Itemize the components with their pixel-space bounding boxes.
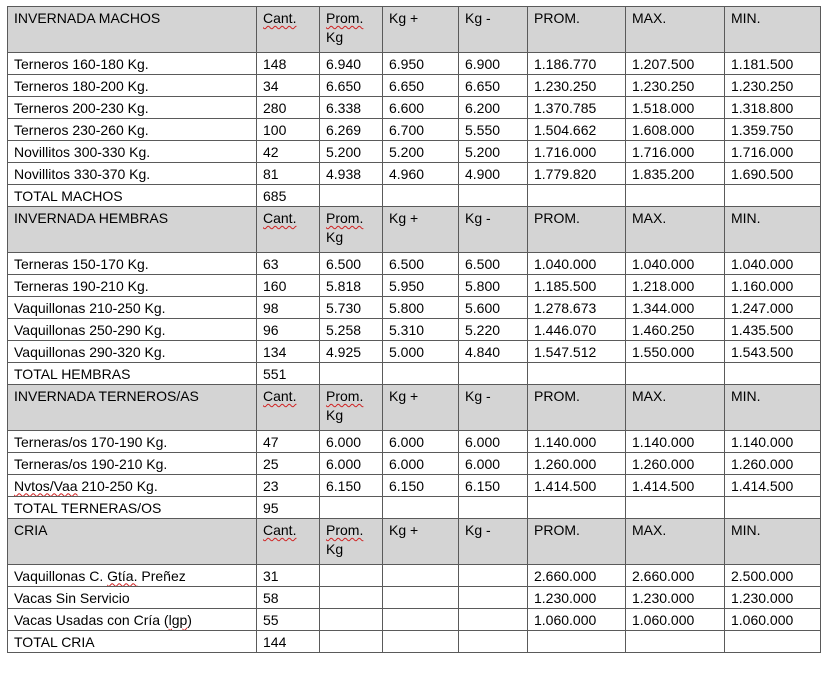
value-cell: 6.000 bbox=[459, 431, 528, 453]
value-cell bbox=[383, 587, 459, 609]
empty-cell bbox=[320, 631, 383, 653]
value-cell: 1.218.000 bbox=[626, 275, 725, 297]
value-cell: 6.650 bbox=[320, 75, 383, 97]
total-label: TOTAL CRIA bbox=[8, 631, 257, 653]
value-cell: 1.230.000 bbox=[528, 587, 626, 609]
total-value: 95 bbox=[257, 497, 320, 519]
empty-cell bbox=[383, 363, 459, 385]
value-cell: 6.950 bbox=[383, 53, 459, 75]
empty-cell bbox=[626, 363, 725, 385]
category-cell: Vaquillonas 290-320 Kg. bbox=[8, 341, 257, 363]
value-cell bbox=[383, 609, 459, 631]
value-cell: 1.504.662 bbox=[528, 119, 626, 141]
column-header-prom-kg: Prom. Kg bbox=[320, 385, 383, 431]
table-row bbox=[8, 75, 821, 97]
value-cell: 1.185.500 bbox=[528, 275, 626, 297]
column-header-max: MAX. bbox=[626, 7, 725, 53]
value-cell: 6.000 bbox=[320, 453, 383, 475]
value-cell: 1.181.500 bbox=[725, 53, 821, 75]
table-row bbox=[8, 163, 821, 185]
table-row bbox=[8, 297, 821, 319]
value-cell: 100 bbox=[257, 119, 320, 141]
column-header-prom: PROM. bbox=[528, 207, 626, 253]
value-cell: 2.660.000 bbox=[528, 565, 626, 587]
empty-cell bbox=[725, 497, 821, 519]
value-cell: 1.835.200 bbox=[626, 163, 725, 185]
value-cell: 55 bbox=[257, 609, 320, 631]
value-cell: 5.200 bbox=[383, 141, 459, 163]
table-row bbox=[8, 53, 821, 75]
column-header-prom-kg: Prom. Kg bbox=[320, 7, 383, 53]
column-header-max: MAX. bbox=[626, 519, 725, 565]
table-row bbox=[8, 565, 821, 587]
empty-cell bbox=[383, 631, 459, 653]
column-header-max: MAX. bbox=[626, 207, 725, 253]
value-cell: 1.207.500 bbox=[626, 53, 725, 75]
value-cell bbox=[459, 587, 528, 609]
value-cell: 1.040.000 bbox=[626, 253, 725, 275]
column-header-kg: Kg - bbox=[459, 385, 528, 431]
table-row bbox=[8, 609, 821, 631]
value-cell bbox=[459, 609, 528, 631]
value-cell: 1.543.500 bbox=[725, 341, 821, 363]
column-header-cant bbox=[257, 519, 320, 565]
value-cell: 1.278.673 bbox=[528, 297, 626, 319]
value-cell: 5.950 bbox=[383, 275, 459, 297]
value-cell: 31 bbox=[257, 565, 320, 587]
value-cell: 5.200 bbox=[459, 141, 528, 163]
column-header-min: MIN. bbox=[725, 7, 821, 53]
empty-cell bbox=[626, 185, 725, 207]
total-label: TOTAL MACHOS bbox=[8, 185, 257, 207]
spellcheck-underline: Cant. bbox=[263, 388, 297, 404]
value-cell: 6.650 bbox=[459, 75, 528, 97]
value-cell: 1.040.000 bbox=[528, 253, 626, 275]
spellcheck-underline: Cant. bbox=[263, 210, 297, 226]
value-cell: 160 bbox=[257, 275, 320, 297]
empty-cell bbox=[383, 497, 459, 519]
value-cell: 1.518.000 bbox=[626, 97, 725, 119]
value-cell: 6.940 bbox=[320, 53, 383, 75]
value-cell: 4.960 bbox=[383, 163, 459, 185]
empty-cell bbox=[459, 631, 528, 653]
value-cell: 1.435.500 bbox=[725, 319, 821, 341]
category-cell: Novillitos 300-330 Kg. bbox=[8, 141, 257, 163]
category-cell: Vaquillonas C. Gtía. Preñez bbox=[8, 565, 257, 587]
value-cell bbox=[383, 565, 459, 587]
value-cell: 1.716.000 bbox=[528, 141, 626, 163]
value-cell bbox=[320, 565, 383, 587]
column-header-kg: Kg + bbox=[383, 7, 459, 53]
empty-cell bbox=[626, 631, 725, 653]
value-cell: 6.700 bbox=[383, 119, 459, 141]
value-cell: 1.608.000 bbox=[626, 119, 725, 141]
value-cell: 1.260.000 bbox=[626, 453, 725, 475]
value-cell: 6.000 bbox=[383, 453, 459, 475]
spellcheck-underline: Prom. bbox=[326, 388, 364, 404]
value-cell: 1.460.250 bbox=[626, 319, 725, 341]
value-cell: 4.840 bbox=[459, 341, 528, 363]
value-cell: 5.730 bbox=[320, 297, 383, 319]
category-cell: Terneras 150-170 Kg. bbox=[8, 253, 257, 275]
total-row bbox=[8, 363, 821, 385]
value-cell: 2.660.000 bbox=[626, 565, 725, 587]
value-cell: 6.150 bbox=[459, 475, 528, 497]
spellcheck-underline: Nvtos/Vaa bbox=[14, 477, 78, 494]
category-cell: Terneros 230-260 Kg. bbox=[8, 119, 257, 141]
empty-cell bbox=[459, 185, 528, 207]
value-cell: 280 bbox=[257, 97, 320, 119]
value-cell: 6.500 bbox=[320, 253, 383, 275]
value-cell: 1.260.000 bbox=[725, 453, 821, 475]
value-cell: 1.344.000 bbox=[626, 297, 725, 319]
empty-cell bbox=[725, 631, 821, 653]
column-header-kg: Kg + bbox=[383, 519, 459, 565]
total-label: TOTAL TERNERAS/OS bbox=[8, 497, 257, 519]
category-cell: Terneros 180-200 Kg. bbox=[8, 75, 257, 97]
section-header-invernada-machos bbox=[8, 7, 821, 53]
category-cell: Novillitos 330-370 Kg. bbox=[8, 163, 257, 185]
value-cell: 5.550 bbox=[459, 119, 528, 141]
column-header-cant bbox=[257, 385, 320, 431]
value-cell: 1.547.512 bbox=[528, 341, 626, 363]
spellcheck-underline: Prom. bbox=[326, 522, 364, 538]
value-cell: 1.690.500 bbox=[725, 163, 821, 185]
value-cell: 5.000 bbox=[383, 341, 459, 363]
empty-cell bbox=[320, 497, 383, 519]
value-cell: 5.220 bbox=[459, 319, 528, 341]
value-cell: 1.140.000 bbox=[725, 431, 821, 453]
column-header-cant bbox=[257, 7, 320, 53]
value-cell: 81 bbox=[257, 163, 320, 185]
table-row bbox=[8, 431, 821, 453]
value-cell: 4.925 bbox=[320, 341, 383, 363]
column-header-prom-kg: Prom. Kg bbox=[320, 207, 383, 253]
empty-cell bbox=[626, 497, 725, 519]
total-value: 685 bbox=[257, 185, 320, 207]
value-cell: 5.800 bbox=[459, 275, 528, 297]
value-cell: 6.269 bbox=[320, 119, 383, 141]
value-cell: 1.414.500 bbox=[725, 475, 821, 497]
section-title: CRIA bbox=[8, 519, 257, 565]
category-cell: Terneros 160-180 Kg. bbox=[8, 53, 257, 75]
cattle-auction-table bbox=[7, 6, 821, 653]
table-row bbox=[8, 453, 821, 475]
empty-cell bbox=[528, 497, 626, 519]
table-row bbox=[8, 119, 821, 141]
value-cell: 1.140.000 bbox=[528, 431, 626, 453]
value-cell: 5.310 bbox=[383, 319, 459, 341]
value-cell: 1.230.000 bbox=[626, 587, 725, 609]
total-value: 144 bbox=[257, 631, 320, 653]
column-header-min: MIN. bbox=[725, 385, 821, 431]
value-cell: 1.247.000 bbox=[725, 297, 821, 319]
value-cell: 1.060.000 bbox=[725, 609, 821, 631]
value-cell: 6.500 bbox=[383, 253, 459, 275]
value-cell: 5.200 bbox=[320, 141, 383, 163]
column-header-kg: Kg + bbox=[383, 385, 459, 431]
column-header-prom: PROM. bbox=[528, 519, 626, 565]
value-cell: 1.230.250 bbox=[725, 75, 821, 97]
table-row bbox=[8, 97, 821, 119]
value-cell: 1.186.770 bbox=[528, 53, 626, 75]
empty-cell bbox=[320, 185, 383, 207]
value-cell: 1.160.000 bbox=[725, 275, 821, 297]
total-label: TOTAL HEMBRAS bbox=[8, 363, 257, 385]
value-cell: 6.000 bbox=[320, 431, 383, 453]
value-cell: 6.150 bbox=[383, 475, 459, 497]
value-cell: 1.446.070 bbox=[528, 319, 626, 341]
column-header-min: MIN. bbox=[725, 519, 821, 565]
value-cell: 23 bbox=[257, 475, 320, 497]
category-cell: Vacas Usadas con Cría (lgp) bbox=[8, 609, 257, 631]
empty-cell bbox=[528, 631, 626, 653]
value-cell: 6.150 bbox=[320, 475, 383, 497]
value-cell: 134 bbox=[257, 341, 320, 363]
category-cell: Terneros 200-230 Kg. bbox=[8, 97, 257, 119]
empty-cell bbox=[725, 363, 821, 385]
value-cell: 1.716.000 bbox=[725, 141, 821, 163]
table-row bbox=[8, 587, 821, 609]
table-row bbox=[8, 275, 821, 297]
empty-cell bbox=[459, 363, 528, 385]
empty-cell bbox=[459, 497, 528, 519]
value-cell: 1.060.000 bbox=[626, 609, 725, 631]
spellcheck-underline: Prom. bbox=[326, 210, 364, 226]
spellcheck-underline: Cant. bbox=[263, 522, 297, 538]
value-cell: 1.779.820 bbox=[528, 163, 626, 185]
category-cell: Vacas Sin Servicio bbox=[8, 587, 257, 609]
value-cell: 5.258 bbox=[320, 319, 383, 341]
value-cell bbox=[320, 587, 383, 609]
value-cell: 1.140.000 bbox=[626, 431, 725, 453]
total-value: 551 bbox=[257, 363, 320, 385]
column-header-prom: PROM. bbox=[528, 385, 626, 431]
value-cell: 25 bbox=[257, 453, 320, 475]
value-cell: 6.900 bbox=[459, 53, 528, 75]
column-header-max: MAX. bbox=[626, 385, 725, 431]
value-cell: 1.414.500 bbox=[626, 475, 725, 497]
value-cell: 63 bbox=[257, 253, 320, 275]
section-title: INVERNADA TERNEROS/AS bbox=[8, 385, 257, 431]
section-header-invernada-terneros-as bbox=[8, 385, 821, 431]
category-cell: Vaquillonas 250-290 Kg. bbox=[8, 319, 257, 341]
value-cell: 6.000 bbox=[383, 431, 459, 453]
table-row bbox=[8, 141, 821, 163]
value-cell: 6.600 bbox=[383, 97, 459, 119]
value-cell: 6.338 bbox=[320, 97, 383, 119]
category-cell: Nvtos/Vaa 210-250 Kg. bbox=[8, 475, 257, 497]
category-cell: Terneras/os 190-210 Kg. bbox=[8, 453, 257, 475]
value-cell: 96 bbox=[257, 319, 320, 341]
value-cell: 47 bbox=[257, 431, 320, 453]
section-header-cria bbox=[8, 519, 821, 565]
value-cell: 98 bbox=[257, 297, 320, 319]
value-cell: 1.230.250 bbox=[626, 75, 725, 97]
column-header-prom-kg: Prom. Kg bbox=[320, 519, 383, 565]
value-cell: 1.230.000 bbox=[725, 587, 821, 609]
total-row bbox=[8, 185, 821, 207]
section-title: INVERNADA HEMBRAS bbox=[8, 207, 257, 253]
column-header-min: MIN. bbox=[725, 207, 821, 253]
value-cell: 1.060.000 bbox=[528, 609, 626, 631]
value-cell: 1.260.000 bbox=[528, 453, 626, 475]
column-header-kg: Kg - bbox=[459, 207, 528, 253]
value-cell: 148 bbox=[257, 53, 320, 75]
empty-cell bbox=[725, 185, 821, 207]
value-cell: 6.500 bbox=[459, 253, 528, 275]
category-cell: Terneras 190-210 Kg. bbox=[8, 275, 257, 297]
table-row bbox=[8, 341, 821, 363]
value-cell: 1.716.000 bbox=[626, 141, 725, 163]
spellcheck-underline: Gtía. bbox=[107, 567, 138, 584]
value-cell: 6.000 bbox=[459, 453, 528, 475]
total-row bbox=[8, 631, 821, 653]
table-row bbox=[8, 253, 821, 275]
empty-cell bbox=[528, 363, 626, 385]
empty-cell bbox=[528, 185, 626, 207]
value-cell bbox=[320, 609, 383, 631]
value-cell: 58 bbox=[257, 587, 320, 609]
column-header-cant bbox=[257, 207, 320, 253]
section-title: INVERNADA MACHOS bbox=[8, 7, 257, 53]
section-header-invernada-hembras bbox=[8, 207, 821, 253]
spellcheck-underline: Cant. bbox=[263, 10, 297, 26]
category-cell: Vaquillonas 210-250 Kg. bbox=[8, 297, 257, 319]
value-cell: 1.414.500 bbox=[528, 475, 626, 497]
spellcheck-underline: Prom. bbox=[326, 10, 364, 26]
value-cell bbox=[459, 565, 528, 587]
value-cell: 5.600 bbox=[459, 297, 528, 319]
value-cell: 1.230.250 bbox=[528, 75, 626, 97]
value-cell: 2.500.000 bbox=[725, 565, 821, 587]
value-cell: 4.900 bbox=[459, 163, 528, 185]
value-cell: 5.818 bbox=[320, 275, 383, 297]
value-cell: 5.800 bbox=[383, 297, 459, 319]
empty-cell bbox=[320, 363, 383, 385]
table-row bbox=[8, 319, 821, 341]
column-header-kg: Kg - bbox=[459, 519, 528, 565]
spellcheck-underline: lgp bbox=[168, 611, 188, 628]
column-header-kg: Kg + bbox=[383, 207, 459, 253]
column-header-prom: PROM. bbox=[528, 7, 626, 53]
value-cell: 34 bbox=[257, 75, 320, 97]
column-header-kg: Kg - bbox=[459, 7, 528, 53]
value-cell: 6.650 bbox=[383, 75, 459, 97]
total-row bbox=[8, 497, 821, 519]
value-cell: 1.370.785 bbox=[528, 97, 626, 119]
value-cell: 6.200 bbox=[459, 97, 528, 119]
value-cell: 1.040.000 bbox=[725, 253, 821, 275]
value-cell: 1.318.800 bbox=[725, 97, 821, 119]
value-cell: 42 bbox=[257, 141, 320, 163]
value-cell: 4.938 bbox=[320, 163, 383, 185]
value-cell: 1.550.000 bbox=[626, 341, 725, 363]
value-cell: 1.359.750 bbox=[725, 119, 821, 141]
table-row bbox=[8, 475, 821, 497]
empty-cell bbox=[383, 185, 459, 207]
category-cell: Terneras/os 170-190 Kg. bbox=[8, 431, 257, 453]
